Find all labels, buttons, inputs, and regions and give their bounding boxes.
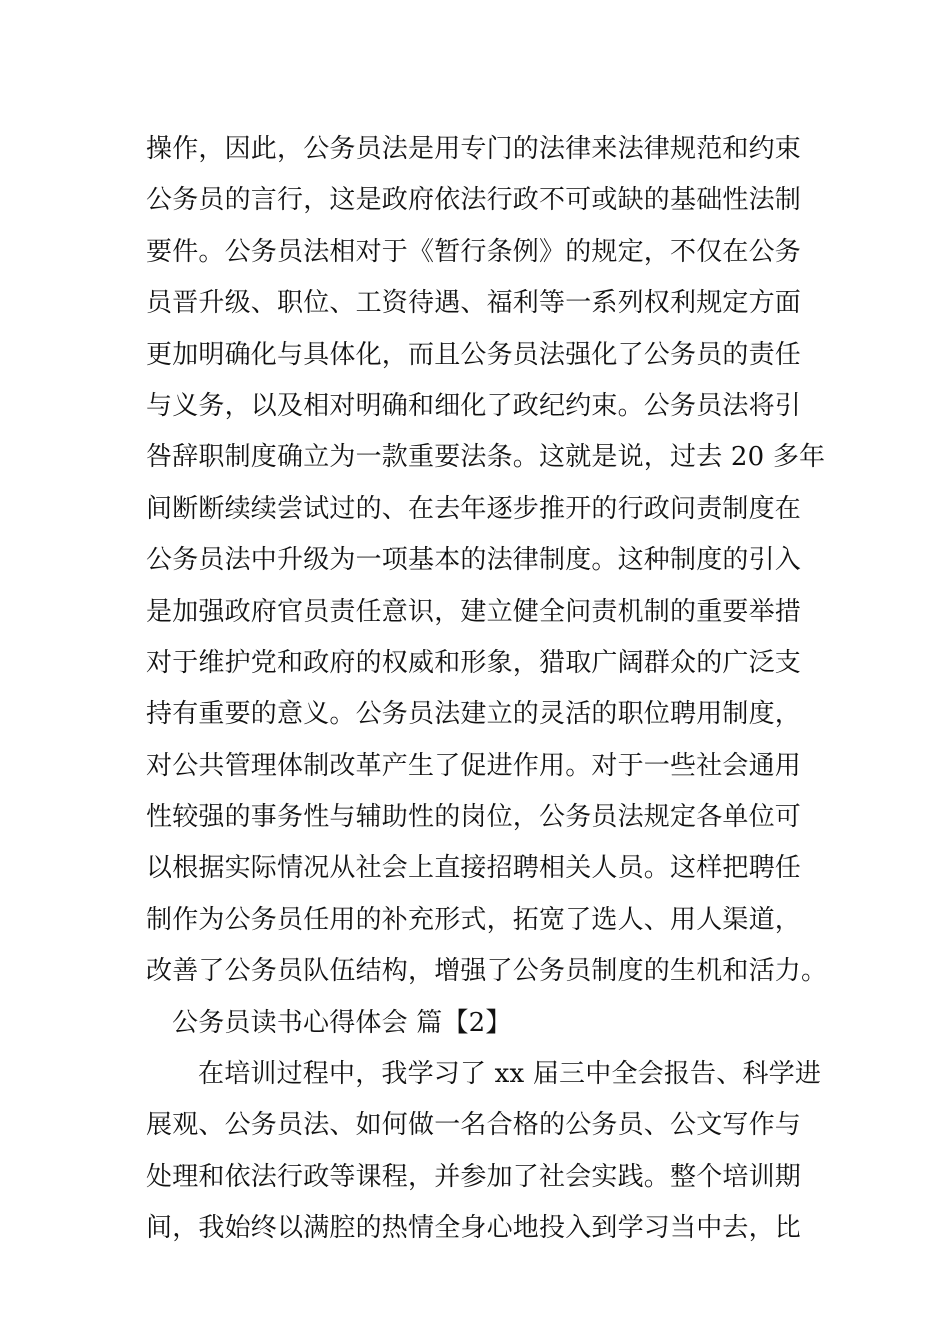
text-line: 对公共管理体制改革产生了促进作用。对于一些社会通用 bbox=[146, 750, 802, 781]
text-line: 性较强的事务性与辅助性的岗位，公务员法规定各单位可 bbox=[146, 802, 802, 833]
text-line: 员晋升级、职位、工资待遇、福利等一系列权利规定方面 bbox=[146, 288, 802, 319]
text-line: 持有重要的意义。公务员法建立的灵活的职位聘用制度， bbox=[146, 699, 802, 730]
text-line: 咎辞职制度确立为一款重要法条。这就是说，过去 20 多年 bbox=[146, 442, 826, 473]
text-line: 对于维护党和政府的权威和形象，猎取广阔群众的广泛支 bbox=[146, 647, 802, 678]
text-line: 制作为公务员任用的补充形式，拓宽了选人、用人渠道， bbox=[146, 904, 802, 935]
text-line: 间断断续续尝试过的、在去年逐步推开的行政问责制度在 bbox=[146, 493, 802, 524]
text-line: 间，我始终以满腔的热情全身心地投入到学习当中去，比 bbox=[146, 1213, 802, 1244]
text-line: 与义务，以及相对明确和细化了政纪约束。公务员法将引 bbox=[146, 390, 802, 421]
text-line: 改善了公务员队伍结构，增强了公务员制度的生机和活力。 bbox=[146, 956, 828, 987]
text-line: 以根据实际情况从社会上直接招聘相关人员。这样把聘任 bbox=[146, 853, 802, 884]
text-line: 展观、公务员法、如何做一名合格的公务员、公文写作与 bbox=[146, 1110, 802, 1141]
text-line: 操作，因此，公务员法是用专门的法律来法律规范和约束 bbox=[146, 134, 802, 164]
text-line: 更加明确化与具体化，而且公务员法强化了公务员的责任 bbox=[146, 339, 802, 370]
text-line: 是加强政府官员责任意识，建立健全问责机制的重要举措 bbox=[146, 596, 802, 627]
text-line: 公务员的言行，这是政府依法行政不可或缺的基础性法制 bbox=[146, 185, 802, 216]
paragraph-first-line: 在培训过程中，我学习了 xx 届三中全会报告、科学进 bbox=[198, 1059, 822, 1090]
text-line: 要件。公务员法相对于《暂行条例》的规定，不仅在公务 bbox=[146, 236, 802, 267]
text-line: 公务员法中升级为一项基本的法律制度。这种制度的引入 bbox=[146, 545, 802, 576]
document-body bbox=[146, 124, 826, 1255]
text-line: 处理和依法行政等课程，并参加了社会实践。整个培训期 bbox=[146, 1161, 802, 1192]
section-heading: 公务员读书心得体会 篇【2】 bbox=[172, 1007, 512, 1038]
